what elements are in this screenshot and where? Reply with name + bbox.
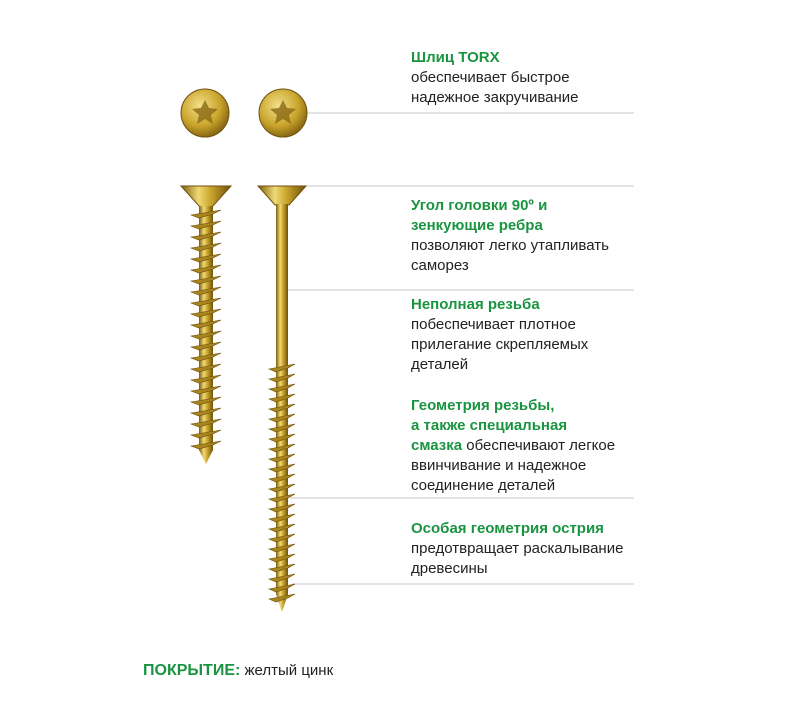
- feature-title: Особая геометрия острия: [411, 520, 604, 537]
- feature-title: Неполная резьба: [411, 296, 540, 313]
- feature-desc: надежное закручивание: [411, 89, 579, 106]
- coating-note: [143, 662, 333, 680]
- feature-desc: обеспечивает быстрое: [411, 69, 570, 86]
- feature-desc: побеспечивает плотное: [411, 316, 576, 333]
- feature-title: а также специальная: [411, 417, 568, 434]
- feature-title: Геометрия резьбы,: [411, 397, 555, 414]
- feature-title: смазка: [411, 437, 463, 454]
- long-screw: [258, 186, 306, 612]
- coating-value: желтый цинк: [240, 662, 334, 679]
- feature-head-angle: [411, 196, 609, 276]
- feature-partial-thread: [411, 295, 588, 375]
- feature-desc: ввинчивание и надежное: [411, 457, 587, 474]
- feature-desc: соединение деталей: [411, 477, 556, 494]
- feature-desc: предотвращает раскалывание: [411, 540, 624, 557]
- feature-desc: древесины: [411, 560, 488, 577]
- torx-head-left: [181, 89, 229, 137]
- feature-desc: позволяют легко утапливать: [411, 237, 609, 254]
- feature-desc: обеспечивают легкое: [462, 437, 616, 454]
- feature-torx: [411, 48, 579, 108]
- feature-thread-geometry: [411, 396, 615, 496]
- feature-title: зенкующие ребра: [411, 217, 543, 234]
- feature-desc: саморез: [411, 257, 469, 274]
- feature-title: Шлиц TORX: [411, 49, 500, 66]
- torx-head-right: [259, 89, 307, 137]
- feature-desc: деталей: [411, 356, 469, 373]
- feature-tip: [411, 519, 623, 579]
- short-screw: [181, 186, 231, 464]
- coating-label: ПОКРЫТИЕ:: [143, 662, 241, 679]
- feature-desc: прилегание скрепляемых: [411, 336, 589, 353]
- feature-title: Угол головки 90º и: [411, 197, 548, 214]
